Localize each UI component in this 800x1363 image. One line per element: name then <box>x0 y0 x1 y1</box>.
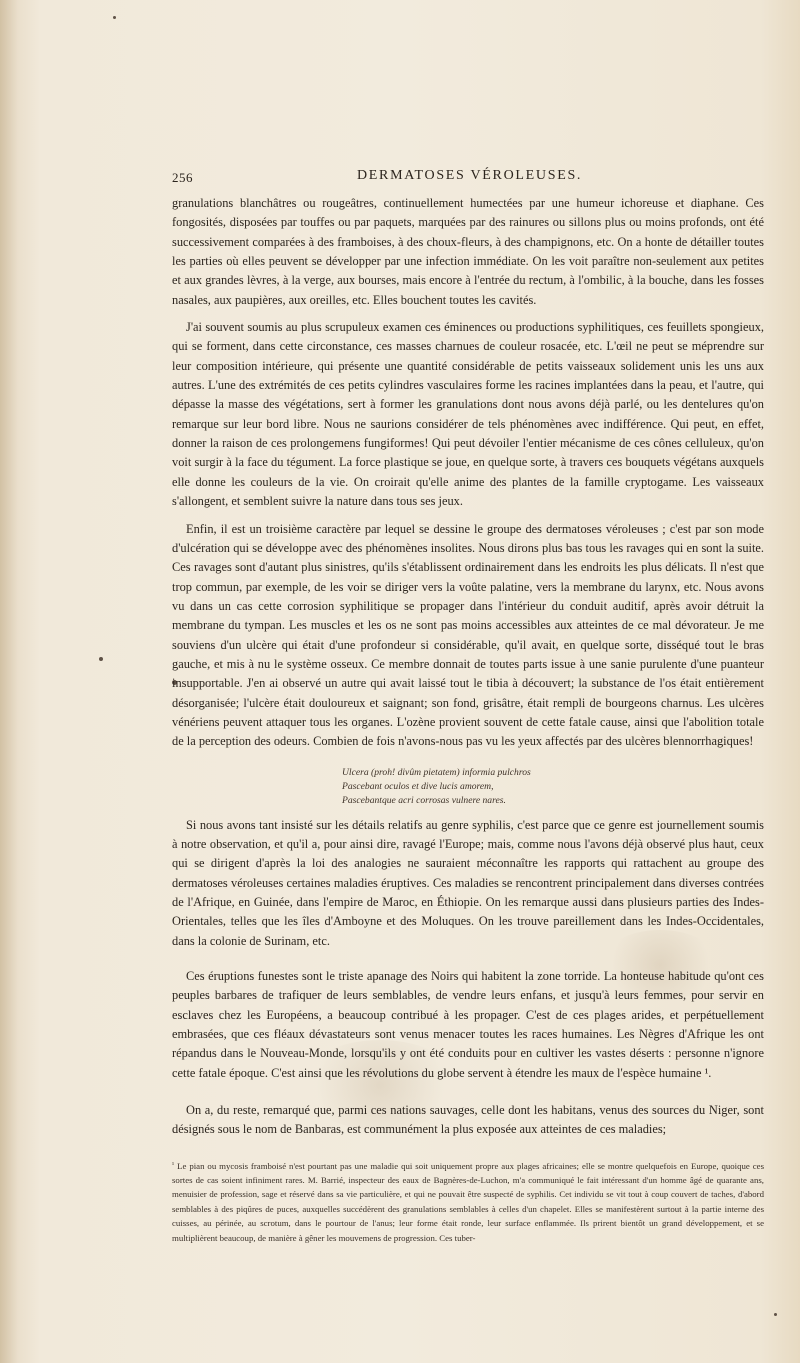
quote-line-2: Pascebant oculos et dive lucis amorem, <box>342 780 494 792</box>
paragraph-5: Ces éruptions funestes sont le triste apanage des Noirs qui habitent la zone torride. La honteuse habitude qu'ont ces peuples barbares de trafiquer de leurs semblables, de vendre leurs enfans, et jusqu'à leurs femmes, pour servir en esclaves chez les Européens, a beaucoup contribué à les propager. C'est de ces plages arides, et perpétuellement embrasées, que ces fléaux dévastateurs sont venus menacer toutes les races humaines. Les Nègres d'Afrique les ont répandus dans le Nouveau-Monde, lorsqu'ils y ont été conduits pour en cultiver les vastes déserts : personne n'ignore cette fatale époque. C'est ainsi que les révolutions du globe servent à étendre les maux de l'espèce humaine ¹. <box>172 969 764 1080</box>
footnote-text: Le pian ou mycosis framboisé n'est pourtant pas une maladie qui soit uniquement propre aux plages africaines; elle se montre quelquefois en Europe, quoique ces sortes de cas soient infiniment rares. M. Barrié, inspecteur des eaux de Bagnères-de-Luchon, m'a communiqué le fait intéressant d'un homme âgé de quarante ans, menuisier de profession, sage et réservé dans sa vie particulière, et qui ne pouvait être suspecté de syphilis. Cet individu se vit tout à coup couvert de taches, d'abord semblables à des piqûres de puces, auxquelles succédèrent des granulations semblables à celles d'un chapelet. Elles se manifestèrent surtout à la partie interne des cuisses, au périnée, au scrotum, dans le pourtour de l'anus; leur forme était ronde, leur surface enflammée. Ils prirent bientôt un grand développement, et se multiplièrent beaucoup, de manière à gêner les mouvemens de progression. Ces tuber- <box>172 1160 764 1243</box>
page-content <box>172 170 764 1245</box>
paragraph-2: J'ai souvent soumis au plus scrupuleux examen ces éminences ou productions syphilitiques, ces feuillets spongieux, qui se forment, dans cette circonstance, ces masses charnues de couleur rosacée, etc. L'œil ne peut se méprendre sur leur composition intérieure, qui présente une quantité considérable de petits vaisseaux solidement unis les uns aux autres. L'une des extrémités de ces petits cylindres vasculaires forme les racines implantées dans la peau, et l'autre, qui dépasse la masse des végétations, sert à former les granulations dont nous avons déjà parlé, ou les dentelures qu'on remarque sur leur bord libre. Nous ne saurions considérer de tels phénomènes avec indifférence. Qui peut, en effet, donner la raison de ces prolongemens fungiformes! Qui peut dévoiler l'entier mécanisme de ces cônes celluleux, qu'on voit surgir à la face du tégument. La force plastique se joue, en quelque sorte, à travers ces bouquets végétans auxquels elle donne les couleurs de la vie. On croirait qu'elle anime des plantes de la famille cryptogame. Les vaisseaux s'allongent, et semblent suivre la nature dans tous ses jeux. <box>172 320 764 509</box>
footnote <box>172 1158 764 1245</box>
quote-line-1: Ulcera (proh! divûm pietatem) informia pulchros <box>342 766 531 778</box>
paragraph-3: Enfin, il est un troisième caractère par lequel se dessine le groupe des dermatoses véroleuses ; c'est par son mode d'ulcération qui se développe avec des phénomènes insolites. Nous dirons plus bas tous les ravages qui en sont la suite. Ces ravages sont d'autant plus sinistres, qu'ils s'établissent ordinairement dans les endroits les plus délicats. Il n'est que trop commun, par exemple, de les voir se diriger vers la voûte palatine, vers la membrane du larynx, etc. Nous avons vu dans un cas cette corrosion syphilitique se propager dans l'intérieur du conduit auditif, après avoir détruit la membrane du tympan. Les muscles et les os ne sont pas moins accessibles aux atteintes de ce mal dévorateur. Je me souviens d'un ulcère qui était d'une profondeur si considérable, qu'il avait, en quelque sorte, disséqué tout le bras gauche, et mis à nu le système osseux. Ce membre donnait de toutes parts issue à une sanie purulente d'une puanteur insupportable. J'en ai observé un autre qui avait laissé tout le tibia à découvert; la substance de l'os était entièrement désorganisée; l'ulcère était douloureux et saignant; son fond, grisâtre, était rempli de bourgeons charnus. Les ulcères vénériens peuvent attaquer tous les organes. L'ozène provient souvent de cette fatale cause, ainsi que l'abolition totale de la perception des odeurs. Combien de fois n'avons-nous pas vu les yeux affectés par des ulcères blennorrhagiques! <box>172 521 764 749</box>
ink-spot <box>99 657 103 661</box>
running-head <box>172 170 764 190</box>
paragraph-6: On a, du reste, remarqué que, parmi ces nations sauvages, celle dont les habitans, venus des sources du Niger, sont désignés sous le nom de Banbaras, est communément la plus exposée aux atteintes de ces maladies; <box>172 1103 764 1137</box>
ink-spot <box>113 16 116 19</box>
ink-spot <box>774 1313 777 1316</box>
paragraph-1: granulations blanchâtres ou rougeâtres, continuellement humectées par une humeur ichoreuse et diaphane. Ces fongosités, disposées par touffes ou par paquets, marquées par des rainures ou sillons plus ou moins profonds, ont été successivement comparées à des framboises, à des choux-fleurs, à des champignons, etc. On a honte de détailler toutes les parties où elles peuvent se développer par une infection immédiate. On les voit paraître non-seulement aux petites et aux grandes lèvres, à la verge, aux bourses, mais encore à l'entrée du rectum, à l'ombilic, à la bouche, dans les fosses nasales, aux paupières, aux oreilles, etc. Elles bouchent toutes les cavités. <box>172 196 764 307</box>
footnote-mark: ¹ <box>172 1160 175 1169</box>
quote-line-3: Pascebantque acri corrosas vulnere nares. <box>342 794 506 806</box>
paragraph-4: Si nous avons tant insisté sur les détails relatifs au genre syphilis, c'est parce que ce genre est journellement soumis à notre observation, et qu'il a, pour ainsi dire, ravagé l'Europe; mais, comme nous l'avons déjà observé plus haut, ceux qui se dirigent d'après la loi des analogies ne sauraient méconnaître les rapports qui rattachent au groupe des dermatoses véroleuses certaines maladies éruptives. Ces maladies se rencontrent principalement dans diverses contrées de l'Afrique, en Guinée, dans l'empire de Maroc, en Éthiopie. On les remarque aussi dans plusieurs parties des Indes-Orientales, telles que les îles d'Amboyne et des Moluques. On les trouve pareillement dans les Indes-Occidentales, dans la colonie de Surinam, etc. <box>172 817 764 948</box>
latin-quote <box>342 766 764 808</box>
page-title: DERMATOSES VÉROLEUSES. <box>357 168 583 183</box>
page-number: 256 <box>172 170 193 185</box>
